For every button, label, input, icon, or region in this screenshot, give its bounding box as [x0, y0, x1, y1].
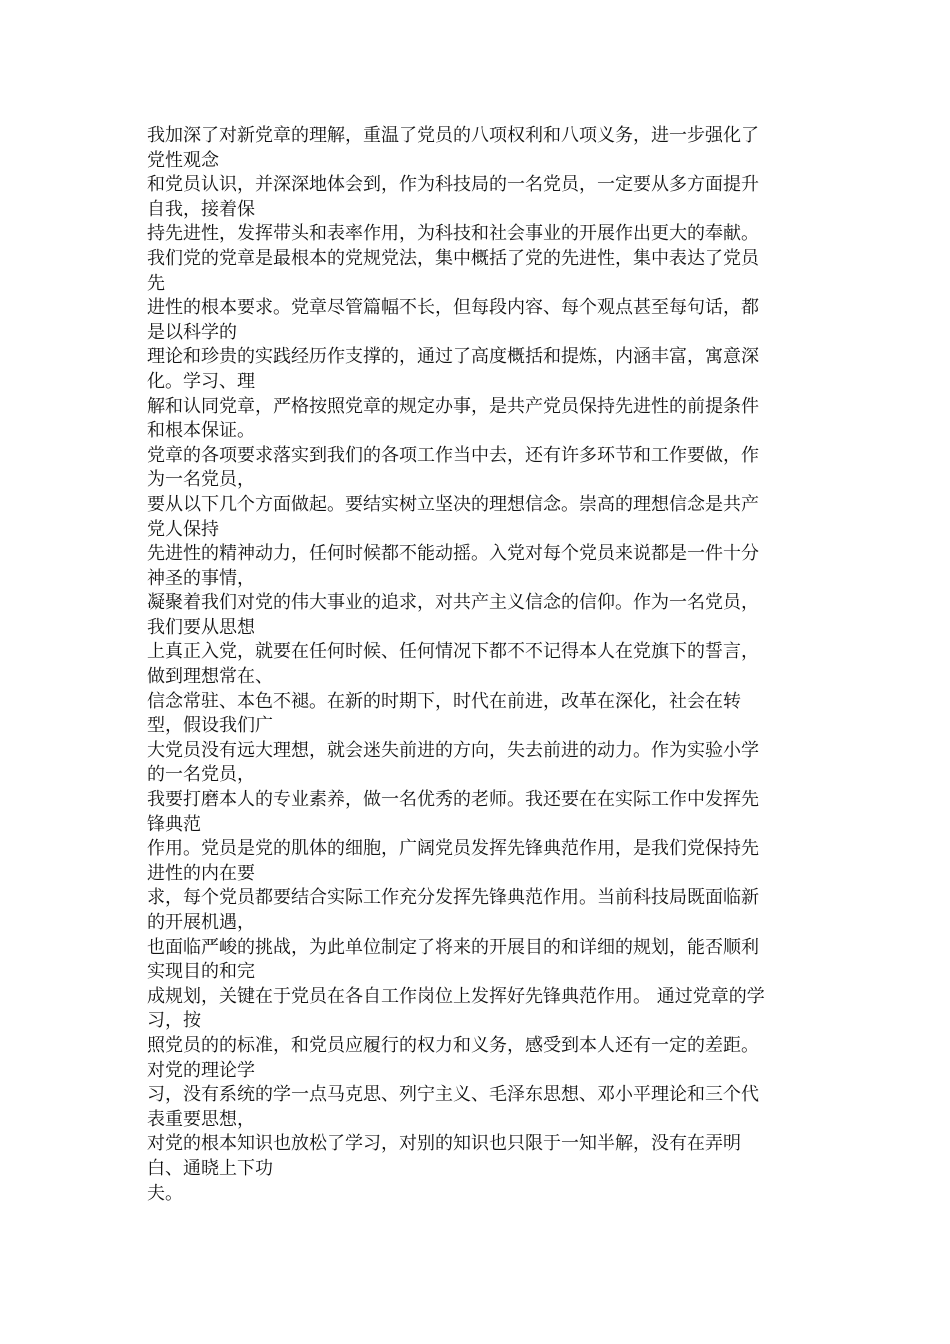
text-line: 的一名党员， — [147, 764, 255, 786]
text-line: 对党的根本知识也放松了学习，对别的知识也只限于一知半解，没有在弄明 — [147, 1133, 741, 1155]
text-line: 型，假设我们广 — [147, 715, 273, 737]
text-line: 先进性的精神动力，任何时候都不能动摇。入党对每个党员来说都是一件十分 — [147, 543, 759, 565]
text-line: 习，没有系统的学一点马克思、列宁主义、毛泽东思想、邓小平理论和三个代 — [147, 1084, 759, 1106]
text-line: 的开展机遇， — [147, 912, 255, 933]
text-line: 上真正入党，就要在任何时候、任何情况下都不不记得本人在党旗下的誓言， — [147, 641, 759, 663]
text-line: 和根本保证。 — [147, 420, 255, 442]
text-line: 表重要思想， — [147, 1108, 255, 1130]
text-line: 为一名党员， — [147, 469, 255, 491]
text-line: 进性的内在要 — [147, 862, 255, 884]
text-line: 锋典范 — [147, 813, 201, 835]
text-line: 解和认同党章，严格按照党章的规定办事，是共产党员保持先进性的前提条件 — [147, 395, 759, 417]
text-line: 凝聚着我们对党的伟大事业的追求，对共产主义信念的信仰。作为一名党员， — [147, 592, 759, 614]
text-line: 要从以下几个方面做起。要结实树立坚决的理想信念。崇高的理想信念是共产 — [147, 493, 759, 515]
text-line: 我们党的党章是最根本的党规党法，集中概括了党的先进性，集中表达了党员 — [147, 247, 759, 269]
text-line: 信念常驻、本色不褪。在新的时期下，时代在前进，改革在深化，社会在转 — [147, 690, 741, 712]
text-line: 白、通晓上下功 — [147, 1157, 273, 1179]
text-line: 也面临严峻的挑战，为此单位制定了将来的开展目的和详细的规划，能否顺利 — [147, 936, 759, 958]
text-line: 自我，接着保 — [147, 198, 255, 220]
text-line: 对党的理论学 — [147, 1059, 255, 1081]
text-line: 党性观念 — [147, 149, 219, 171]
document-body — [147, 124, 812, 1206]
text-line: 理论和珍贵的实践经历作支撑的，通过了高度概括和提炼，内涵丰富，寓意深 — [147, 346, 759, 368]
text-line: 成规划，关键在于党员在各自工作岗位上发挥好先锋典范作用。 通过党章的学 — [147, 985, 765, 1007]
text-line: 我们要从思想 — [147, 616, 255, 638]
text-line: 我加深了对新党章的理解，重温了党员的八项权利和八项义务，进一步强化了 — [147, 125, 759, 146]
text-line: 持先进性，发挥带头和表率作用，为科技和社会事业的开展作出更大的奉献。 — [147, 223, 759, 245]
text-line: 是以科学的 — [147, 321, 237, 343]
text-line: 进性的根本要求。党章尽管篇幅不长，但每段内容、每个观点甚至每句话，都 — [147, 297, 759, 319]
text-line: 习，按 — [147, 1010, 201, 1032]
text-line: 党章的各项要求落实到我们的各项工作当中去，还有许多环节和工作要做，作 — [147, 444, 759, 466]
text-line: 夫。 — [147, 1182, 183, 1204]
text-line: 照党员的的标准，和党员应履行的权力和义务，感受到本人还有一定的差距。 — [147, 1034, 759, 1056]
text-line: 党人保持 — [147, 518, 219, 540]
text-line: 求，每个党员都要结合实际工作充分发挥先锋典范作用。当前科技局既面临新 — [147, 887, 759, 909]
text-line: 我要打磨本人的专业素养，做一名优秀的老师。我还要在在实际工作中发挥先 — [147, 789, 759, 811]
text-line: 做到理想常在、 — [147, 666, 273, 688]
text-line: 和党员认识，并深深地体会到，作为科技局的一名党员，一定要从多方面提升 — [147, 174, 759, 196]
text-line: 大党员没有远大理想，就会迷失前进的方向，失去前进的动力。作为实验小学 — [147, 739, 759, 761]
text-line: 实现目的和完 — [147, 961, 255, 983]
text-line: 作用。党员是党的肌体的细胞，广阔党员发挥先锋典范作用，是我们党保持先 — [147, 838, 759, 860]
text-line: 先 — [147, 272, 165, 294]
text-line: 神圣的事情， — [147, 567, 255, 589]
text-line: 化。学习、理 — [147, 370, 255, 392]
